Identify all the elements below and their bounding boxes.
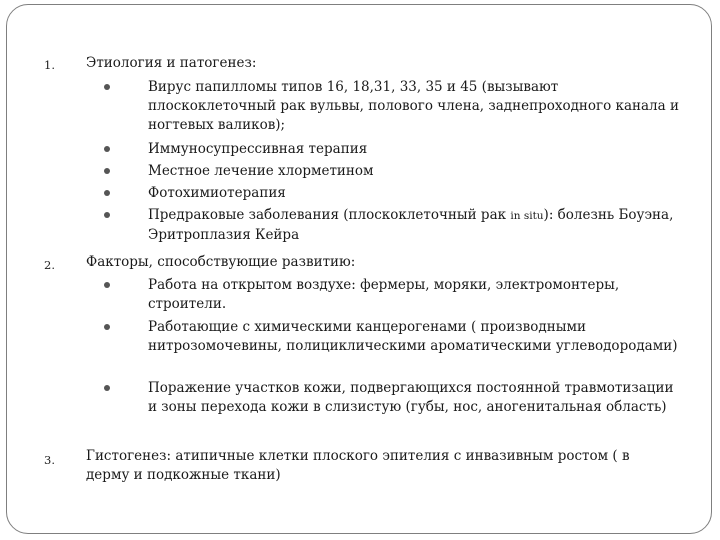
bullet-text: Иммуносупрессивная терапия xyxy=(148,141,368,157)
bullet-icon xyxy=(104,385,110,391)
section-2-title: Факторы, способствующие развитию: xyxy=(86,254,356,270)
bullet-text: Поражение участков кожи, подвергающихся постоянной травмотизации и зоны перехода кожи в слизистую (губы, нос, аногенитальная область) xyxy=(148,380,674,415)
bullet-icon xyxy=(104,282,110,288)
bullet-icon xyxy=(104,84,110,90)
bullet-text-part: Предраковые заболевания (плоскоклеточный рак xyxy=(148,207,511,223)
bullet-text: Работающие с химическими канцерогенами ( производными нитрозомочевины, полициклическими ароматическими углеводородами) xyxy=(148,319,678,354)
bullet-text: Работа на открытом воздухе: фермеры, моряки, электромонтеры, строители. xyxy=(148,277,620,312)
bullet-text xyxy=(148,206,684,245)
bullet-text: Вирус папилломы типов 16, 18,31, 33, 35 и 45 (вызывают плоскоклеточный рак вульвы, полового члена, заднепроходного канала и ногтевых валиков); xyxy=(148,79,679,133)
bullet-text-in-situ: in situ xyxy=(510,210,544,222)
section-1-number: 1. xyxy=(44,58,55,72)
bullet-text-part: ): болезнь Боуэна, Эритроплазия Кейра xyxy=(148,207,674,243)
bullet-icon xyxy=(104,190,110,196)
section-2-number: 2. xyxy=(44,258,55,272)
bullet-icon xyxy=(104,212,110,218)
bullet-icon xyxy=(104,324,110,330)
bullet-text: Фотохимиотерапия xyxy=(148,185,286,201)
bullet-icon xyxy=(104,168,110,174)
section-3-number: 3. xyxy=(44,453,55,467)
bullet-text: Местное лечение хлорметином xyxy=(148,163,374,179)
section-1-title: Этиология и патогенез: xyxy=(86,55,257,71)
section-3-title: Гистогенез: атипичные клетки плоского эпителия с инвазивным ростом ( в дерму и подкожные ткани) xyxy=(86,448,630,483)
bullet-icon xyxy=(104,146,110,152)
